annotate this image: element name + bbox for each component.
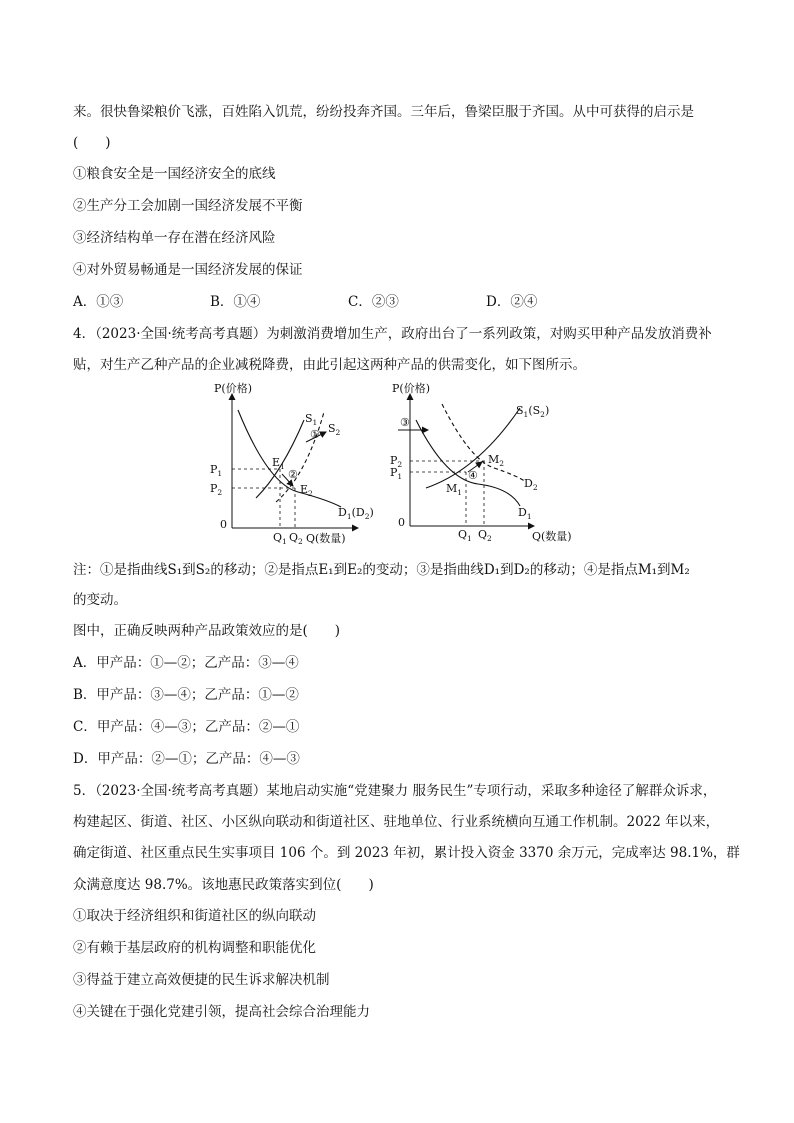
q4-figure-right	[384, 380, 589, 545]
left-d-label: $D_1(D_2)$	[338, 506, 374, 521]
q5-statement-1: ①取决于经济组织和街道社区的纵向联动	[73, 908, 316, 924]
q5-stem-line-4: 众满意度达 98.7%。该地惠民政策落实到位( )	[73, 877, 374, 893]
right-x-axis-label: Q(数量)	[532, 530, 572, 543]
right-p1-label: $P_1$	[390, 466, 403, 481]
q3-option-a: A．①③	[73, 294, 124, 310]
left-e2-label: $E_2$	[300, 483, 313, 498]
q3-option-c: C．②③	[348, 294, 399, 310]
right-move-mark: ④	[468, 469, 478, 482]
left-p1-label: $P_1$	[210, 463, 223, 478]
right-d2-label: $D_2$	[524, 477, 538, 492]
right-origin: 0	[398, 516, 405, 529]
q5-stem-line-1: 5．（2023·全国·统考高考真题）某地启动实施“党建聚力 服务民生”专项行动，采取多种途径了解群众诉求，	[73, 783, 717, 799]
q3-option-b: B．①④	[210, 294, 261, 310]
right-y-axis-label: P(价格)	[392, 382, 430, 395]
left-y-axis-label: P(价格)	[214, 382, 252, 395]
q5-statement-4: ④关键在于强化党建引领，提高社会综合治理能力	[73, 1004, 370, 1020]
q5-statement-2: ②有赖于基层政府的机构调整和职能优化	[73, 940, 316, 956]
left-e1-label: $E_1$	[272, 456, 285, 471]
right-shift-mark: ③	[400, 416, 410, 429]
q3-statement-1: ①粮食安全是一国经济安全的底线	[73, 166, 276, 182]
right-m2-label: $M_2$	[488, 453, 505, 468]
right-d1-label: $D_1$	[518, 506, 532, 521]
q5-stem-line-2: 构建起区、街道、社区、小区纵向联动和街道社区、驻地单位、行业系统横向互通工作机制。2022 年以来，	[73, 814, 720, 830]
q3-option-d: D．②④	[486, 294, 538, 310]
q4-stem-line-2: 贴，对生产乙种产品的企业减税降费，由此引起这两种产品的供需变化，如下图所示。	[73, 357, 586, 373]
right-q2-label: $Q_2$	[478, 528, 492, 543]
q3-statement-2: ②生产分工会加剧一国经济发展不平衡	[73, 198, 303, 214]
right-m1-label: $M_1$	[446, 482, 463, 497]
left-q2-label: $Q_2$	[289, 531, 303, 546]
right-s-label: $S_1(S_2)$	[516, 404, 550, 419]
left-s1-label: $S_1$	[305, 412, 318, 427]
q4-option-c: C．甲产品：④—③；乙产品：②—①	[73, 719, 300, 735]
q4-note-line-2: 的变动。	[73, 592, 127, 608]
left-origin: 0	[220, 518, 227, 531]
q4-note-line-1: 注：①是指曲线S₁到S₂的移动；②是指点E₁到E₂的变动；③是指曲线D₁到D₂的移动；④是指点M₁到M₂	[73, 562, 690, 578]
q3-statement-4: ④对外贸易畅通是一国经济发展的保证	[73, 262, 303, 278]
right-q1-label: $Q_1$	[458, 528, 472, 543]
right-p2-label: $P_2$	[390, 454, 403, 469]
right-demand-d2	[442, 404, 526, 482]
q4-figure-left	[198, 380, 373, 545]
left-p2-label: $P_2$	[210, 482, 223, 497]
left-s2-label: $S_2$	[328, 422, 341, 437]
q3-statement-3: ③经济结构单一存在潜在经济风险	[73, 230, 276, 246]
q4-option-d: D．甲产品：②—①；乙产品：④—③	[73, 751, 300, 767]
q4-option-a: A．甲产品：①—②；乙产品：③—④	[73, 655, 299, 671]
right-demand-d1	[416, 420, 520, 506]
q4-question: 图中，正确反映两种产品政策效应的是( )	[73, 623, 341, 639]
left-shift-mark: ①	[310, 428, 320, 441]
q3-stem-tail: 来。很快鲁梁粮价飞涨，百姓陷入饥荒，纷纷投奔齐国。三年后，鲁梁臣服于齐国。从中可获得的启示是	[73, 104, 694, 120]
left-move-mark: ②	[288, 468, 298, 481]
q3-answer-paren: ( )	[73, 135, 111, 151]
left-q1-label: $Q_1$	[273, 531, 287, 546]
q5-stem-line-3: 确定街道、社区重点民生实事项目 106 个。到 2023 年初，累计投入资金 3370 余万元，完成率达 98.1%，群	[73, 845, 740, 861]
q4-stem-line-1: 4．（2023·全国·统考高考真题）为刺激消费增加生产，政府出台了一系列政策，对购买甲种产品发放消费补	[73, 326, 712, 342]
left-x-axis-label: Q(数量)	[306, 532, 346, 545]
left-demand-curve	[238, 410, 341, 507]
q5-statement-3: ③得益于建立高效便捷的民生诉求解决机制	[73, 972, 330, 988]
q4-option-b: B．甲产品：③—④；乙产品：①—②	[73, 687, 299, 703]
